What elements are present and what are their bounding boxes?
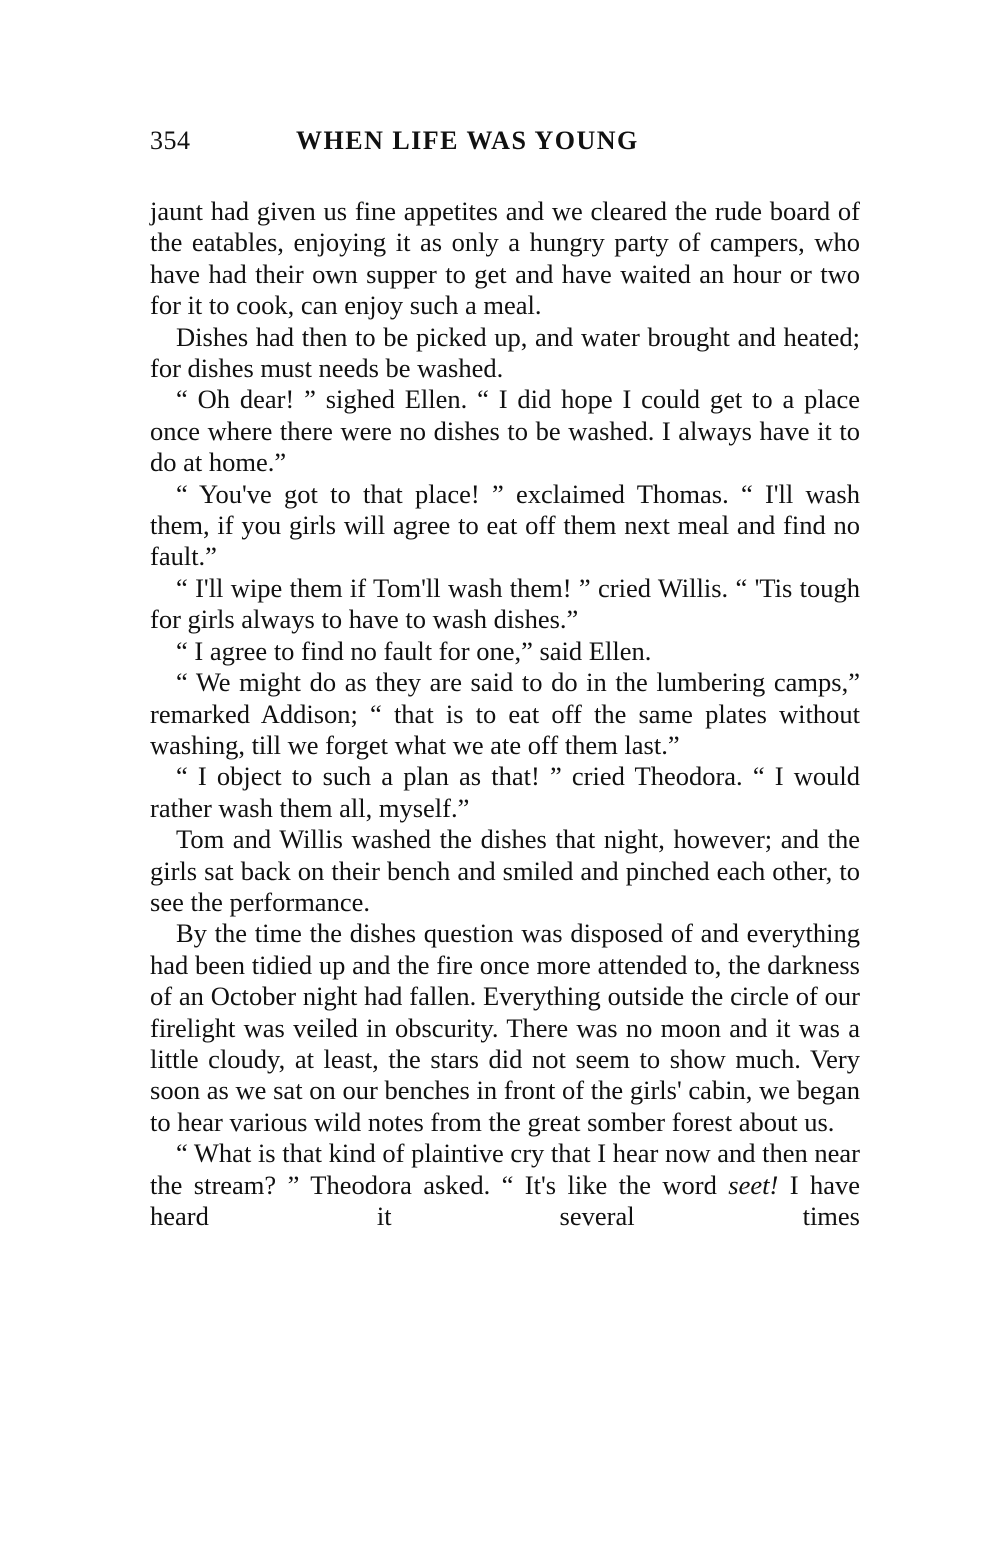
- paragraph: “ You've got to that place! ” exclaimed Thomas. “ I'll wash them, if you girls will agree to eat off them next meal and find no fault.”: [150, 478, 860, 572]
- page-number: 354: [150, 126, 191, 155]
- paragraph: “ I'll wipe them if Tom'll wash them! ” cried Willis. “ 'Tis tough for girls always to have to wash dishes.”: [150, 572, 860, 635]
- last-paragraph-after: I have heard it several times: [150, 1169, 861, 1231]
- body-text: [150, 196, 860, 1232]
- paragraph-last: [150, 1138, 860, 1232]
- paragraph-continued: jaunt had given us fine appetites and we cleared the rude board of the eatables, enjoying it as only a hungry party of campers, who have had their own supper to get and have waited an hour or two for it to cook, can enjoy such a meal.: [150, 196, 860, 321]
- paragraph: “ I agree to find no fault for one,” said Ellen.: [176, 635, 652, 666]
- last-paragraph-before: “ What is that kind of plaintive cry that I hear now and then near the stream? ” Theodora asked. “ It's like the word: [150, 1138, 860, 1200]
- last-paragraph-emphasis: seet!: [728, 1169, 779, 1200]
- paragraph: Dishes had then to be picked up, and water brought and heated; for dishes must needs be washed.: [150, 321, 860, 384]
- page-header: [150, 126, 862, 166]
- paragraph: By the time the dishes question was disposed of and everything had been tidied up and the fire once more attended to, the darkness of an October night had fallen. Everything outside the circle of our firelight was veiled in obscurity. There was no moon and it was a little cloudy, at least, the stars did not seem to show much. Very soon as we sat on our benches in front of the girls' cabin, we began to hear various wild notes from the great somber forest about us.: [150, 918, 860, 1137]
- paragraph: “ We might do as they are said to do in the lumbering camps,” remarked Addison; “ that is to eat off the same plates without washing, till we forget what we ate off them last.”: [150, 667, 860, 760]
- paragraph: “ I object to such a plan as that! ” cried Theodora. “ I would rather wash them all, myself.”: [150, 761, 860, 823]
- paragraph: “ Oh dear! ” sighed Ellen. “ I did hope I could get to a place once where there were no dishes to be washed. I always have it to do at home.”: [150, 384, 860, 478]
- running-head: WHEN LIFE WAS YOUNG: [296, 126, 639, 155]
- paragraph: Tom and Willis washed the dishes that night, however; and the girls sat back on their bench and smiled and pinched each other, to see the performance.: [150, 824, 860, 917]
